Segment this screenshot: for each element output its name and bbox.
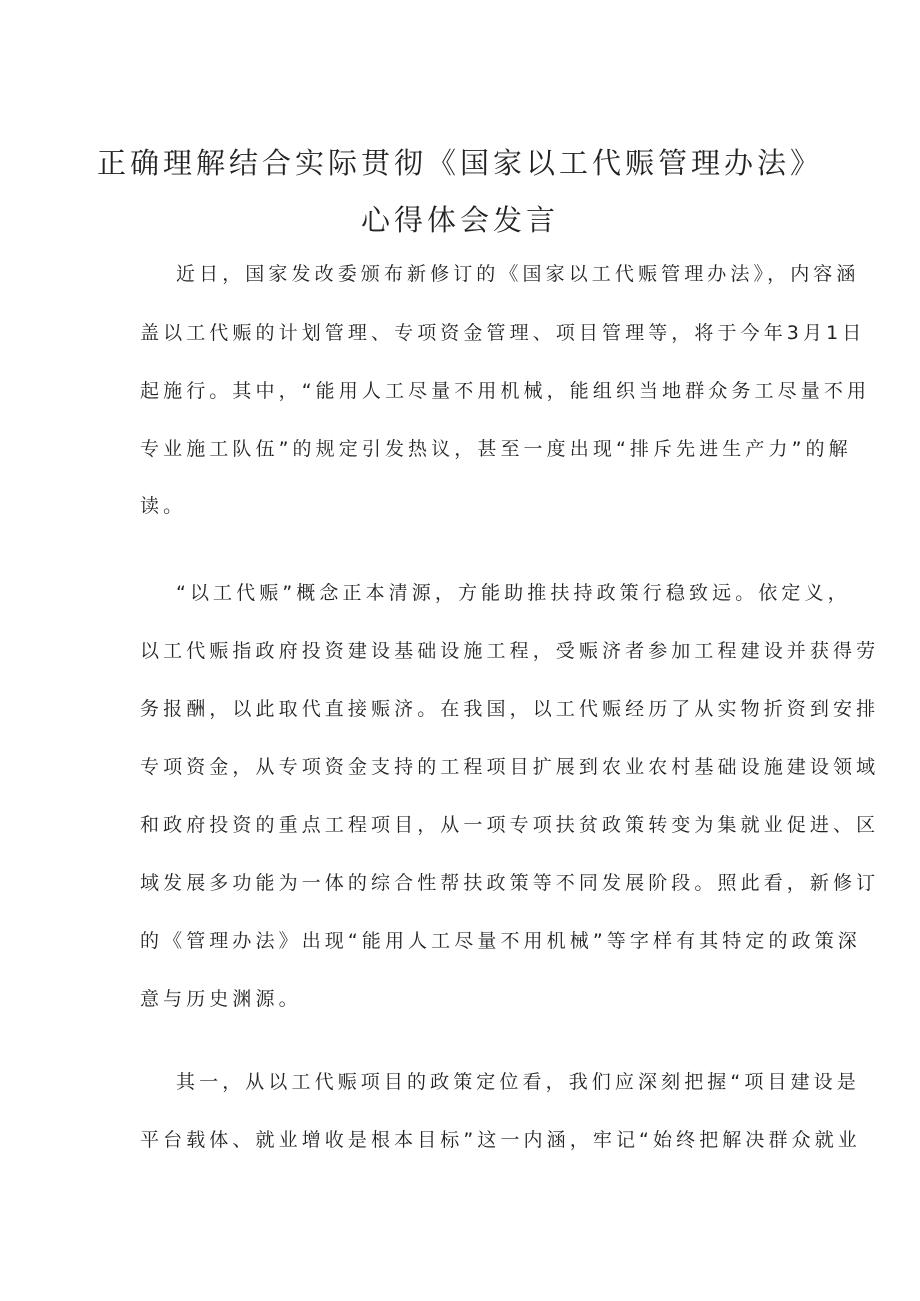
paragraph-line: 专项资金，从专项资金支持的工程项目扩展到农业农村基础设施建设领域 — [140, 756, 880, 778]
paragraph-line: 域发展多功能为一体的综合性帮扶政策等不同发展阶段。照此看，新修订 — [140, 872, 880, 894]
paragraph-line: “以工代赈”概念正本清源，方能助推扶持政策行稳致远。依定义， — [176, 582, 851, 604]
paragraph-line: 近日，国家发改委颁布新修订的《国家以工代赈管理办法》，内容涵 — [176, 263, 860, 285]
paragraph-line: 意与历史渊源。 — [140, 988, 302, 1010]
document-title-line2: 心得体会发言 — [360, 203, 559, 237]
paragraph-line: 读。 — [140, 495, 187, 517]
paragraph-line: 专业施工队伍”的规定引发热议，甚至一度出现“排斥先进生产力”的解 — [140, 438, 852, 460]
paragraph-line: 务报酬，以此取代直接赈济。在我国，以工代赈经历了从实物折资到安排 — [140, 698, 880, 720]
paragraph-line: 和政府投资的重点工程项目，从一项专项扶贫政策转变为集就业促进、区 — [140, 814, 880, 836]
paragraph-line: 其一，从以工代赈项目的政策定位看，我们应深刻把握“项目建设是 — [176, 1071, 860, 1093]
paragraph-line: 盖以工代赈的计划管理、专项资金管理、项目管理等，将于今年3月1日 — [140, 322, 866, 344]
document-title-line1: 正确理解结合实际贯彻《国家以工代赈管理办法》 — [96, 146, 823, 180]
paragraph-line: 的《管理办法》出现“能用人工尽量不用机械”等字样有其特定的政策深 — [140, 930, 861, 952]
paragraph-line: 起施行。其中，“能用人工尽量不用机械，能组织当地群众务工尽量不用 — [140, 380, 871, 402]
paragraph-line: 以工代赈指政府投资建设基础设施工程，受赈济者参加工程建设并获得劳 — [140, 640, 880, 662]
paragraph-line: 平台载体、就业增收是根本目标”这一内涵，牢记“始终把解决群众就业 — [140, 1129, 861, 1151]
